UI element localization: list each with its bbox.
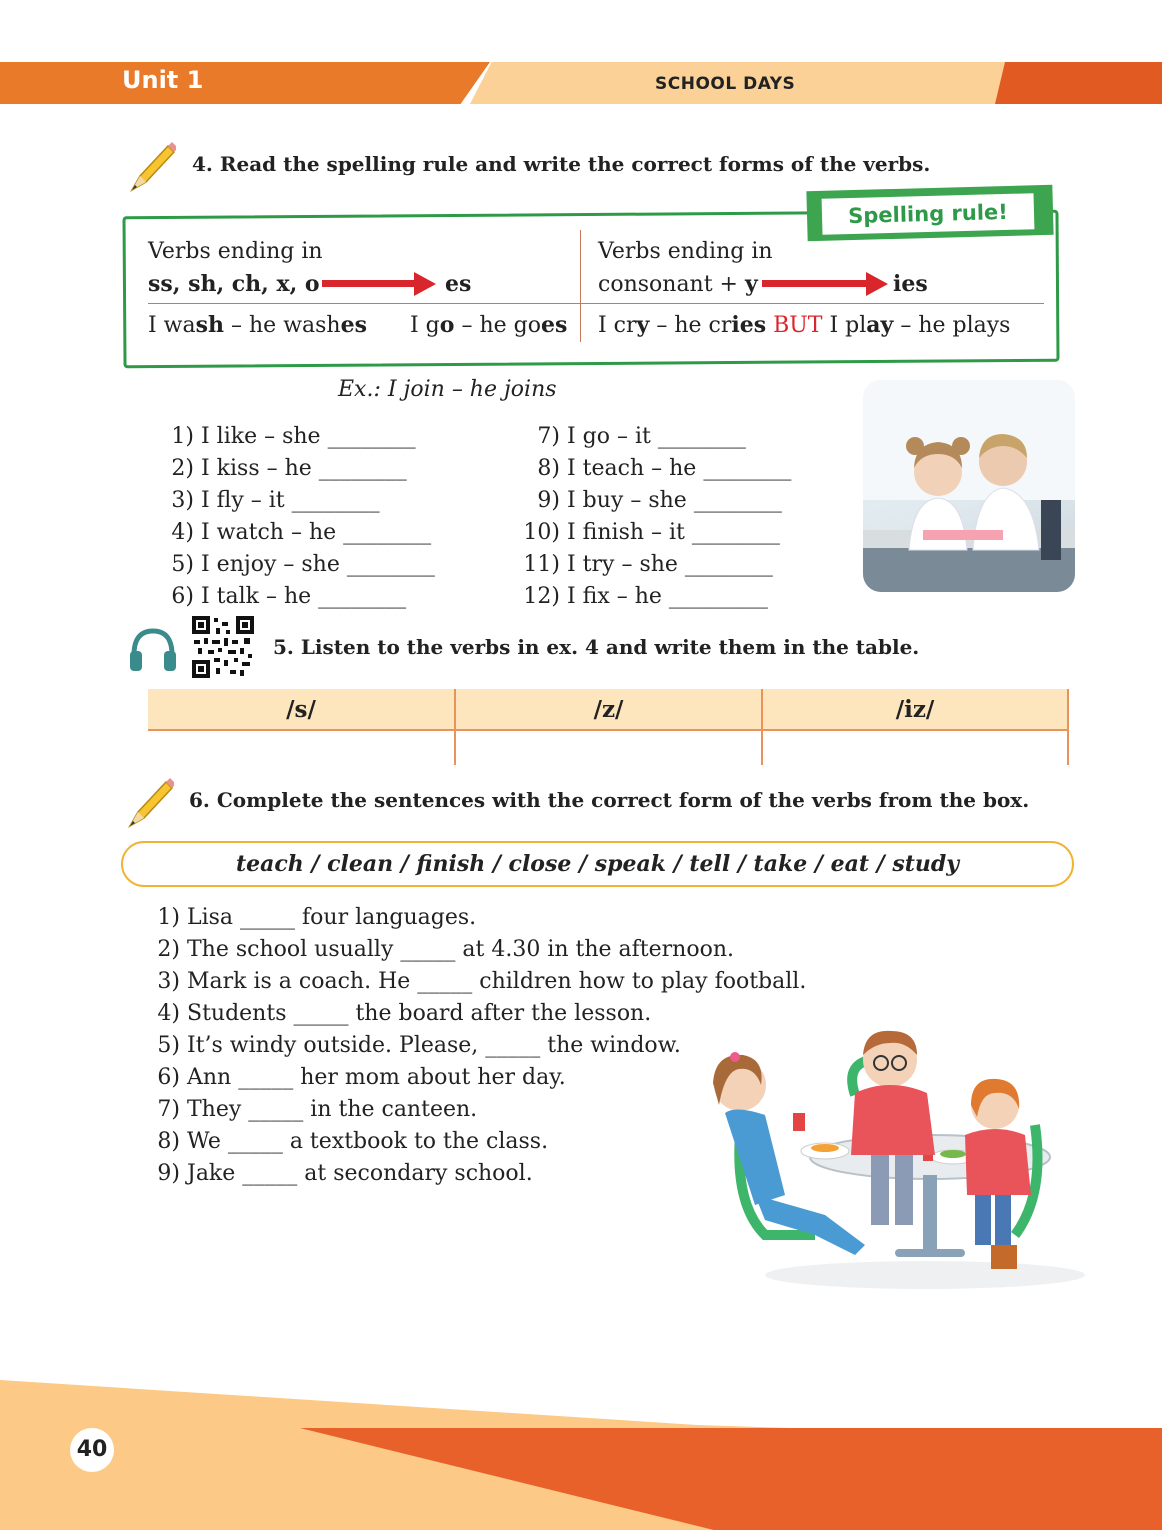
header-band-right: [995, 62, 1162, 104]
list-item: 2) The school usually _____ at 4.30 in the afternoon.: [157, 937, 734, 962]
ex4-example: Ex.: I join – he joins: [338, 377, 557, 402]
rule-divider-horizontal: [148, 303, 1044, 304]
pencil-icon: [124, 776, 174, 834]
list-item: 5) I enjoy – she ________: [171, 552, 435, 577]
page-number: 40: [70, 1428, 114, 1472]
table-header-s: /s/: [286, 696, 316, 723]
list-item: 7) I go – it ________: [537, 424, 746, 449]
rule-right-endings: consonant + y: [598, 271, 758, 297]
headphones-icon: [128, 625, 178, 677]
qr-code-icon[interactable]: [192, 616, 254, 682]
rule-example-go: I go – he goes: [410, 312, 568, 338]
list-item: 3) I fly – it ________: [171, 488, 380, 513]
spelling-rule-tag: Spelling rule!: [822, 193, 1035, 235]
ex4-list-right: [516, 421, 791, 613]
rule-divider-vertical: [580, 230, 581, 342]
list-item: 7) They _____ in the canteen.: [157, 1097, 478, 1122]
kids-eating-illustration: [695, 1005, 1095, 1295]
rule-right-result: ies: [893, 271, 928, 297]
rule-example-wash: I wash – he washes: [148, 312, 367, 338]
rule-example-cry-play: I cry – he cries BUT I play – he plays: [598, 312, 1011, 338]
rule-left-line1: Verbs ending in: [148, 239, 323, 264]
section-title: SCHOOL DAYS: [655, 74, 796, 94]
list-item: 9) I buy – she ________: [537, 488, 782, 513]
list-item: 5) It’s windy outside. Please, _____ the window.: [157, 1033, 681, 1058]
arrow-right-icon: [866, 272, 888, 296]
rule-left-result: es: [445, 271, 472, 297]
table-header-iz: /iz/: [895, 696, 935, 723]
list-item: 4) Students _____ the board after the lesson.: [157, 1001, 652, 1026]
list-item: 1) I like – she ________: [171, 424, 416, 449]
sound-table-divider: [1067, 689, 1069, 765]
arrow-left-bar: [322, 280, 416, 287]
table-cell-z-answer[interactable]: [456, 731, 761, 765]
list-item: 6) I talk – he ________: [171, 584, 407, 609]
pencil-icon: [126, 140, 176, 198]
list-item: 10) I finish – it ________: [523, 520, 780, 545]
table-cell-s-answer[interactable]: [148, 731, 454, 765]
ex5-instruction: 5. Listen to the verbs in ex. 4 and write them in the table.: [273, 635, 920, 659]
ex6-instruction: 6. Complete the sentences with the correct form of the verbs from the box.: [189, 788, 1030, 812]
unit-label: Unit 1: [122, 66, 204, 94]
list-item: 12) I fix – he _________: [523, 584, 768, 609]
table-cell-iz-answer[interactable]: [763, 731, 1067, 765]
list-item: 3) Mark is a coach. He _____ children how to play football.: [157, 969, 807, 994]
list-item: 11) I try – she ________: [523, 552, 773, 577]
list-item: 4) I watch – he ________: [171, 520, 432, 545]
list-item: 2) I kiss – he ________: [171, 456, 407, 481]
ex4-list-left: [148, 421, 435, 613]
arrow-right-bar: [762, 280, 868, 287]
list-item: 6) Ann _____ her mom about her day.: [157, 1065, 566, 1090]
list-item: 1) Lisa _____ four languages.: [157, 905, 477, 930]
list-item: 8) I teach – he ________: [537, 456, 792, 481]
verb-box-words: teach / clean / finish / close / speak / tell / take / eat / study: [235, 851, 960, 877]
header-band-left: [0, 62, 490, 104]
table-header-z: /z/: [593, 696, 624, 723]
rule-left-endings: ss, sh, ch, x, o: [148, 271, 320, 297]
children-studying-photo: [863, 380, 1075, 592]
rule-right-line1: Verbs ending in: [598, 239, 773, 264]
arrow-right-icon: [414, 272, 436, 296]
list-item: 9) Jake _____ at secondary school.: [157, 1161, 533, 1186]
list-item: 8) We _____ a textbook to the class.: [157, 1129, 549, 1154]
ex4-instruction: 4. Read the spelling rule and write the correct forms of the verbs.: [192, 152, 931, 176]
